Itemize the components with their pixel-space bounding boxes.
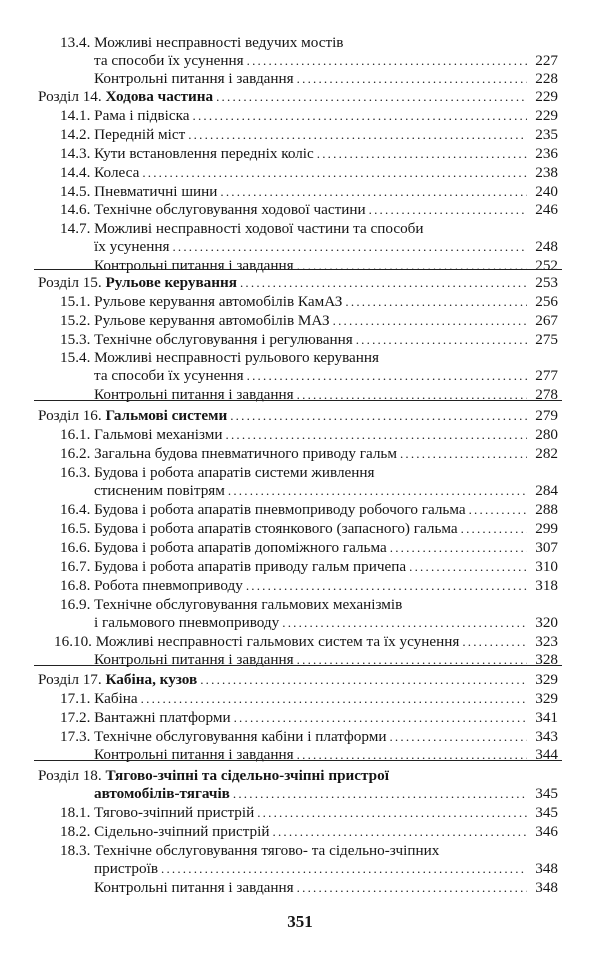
dot-leader bbox=[188, 125, 527, 144]
page-ref: 280 bbox=[535, 426, 558, 443]
page-ref: 256 bbox=[535, 293, 558, 310]
toc-entry-18-3: 18.3. Технічне обслуговування тягово- та сідельно-зчіпних bbox=[60, 842, 440, 859]
page-ref: 252 bbox=[535, 257, 558, 274]
page-ref: 320 bbox=[535, 614, 558, 631]
dot-leader bbox=[257, 803, 527, 822]
section-divider bbox=[34, 400, 562, 401]
toc-entry-16-8: 16.8. Робота пневмоприводу ..... 318 bbox=[60, 576, 558, 595]
toc-entry-16-5: 16.5. Будова і робота апаратів стоянкового (запасного) гальма ..... 299 bbox=[60, 519, 558, 538]
page-ref: 307 bbox=[535, 539, 558, 556]
dot-leader bbox=[200, 670, 527, 689]
toc-questions-13: Контрольні питання і завдання ..... 228 bbox=[94, 69, 558, 88]
dot-leader bbox=[462, 632, 527, 651]
page-ref: 345 bbox=[535, 804, 558, 821]
page-ref: 284 bbox=[535, 482, 558, 499]
page-ref: 328 bbox=[535, 651, 558, 668]
section-title: Рульове керування bbox=[105, 274, 237, 291]
page-ref: 318 bbox=[535, 577, 558, 594]
toc-section-17: Розділ 17. Кабіна, кузов ..... 329 bbox=[38, 670, 558, 689]
toc-entry-14-3: 14.3. Кути встановлення передніх коліс ..... 236 bbox=[60, 144, 558, 163]
page-ref: 345 bbox=[535, 785, 558, 802]
toc-section-18: Розділ 18. Тягово-зчіпні та сідельно-зчіпні пристрої bbox=[38, 767, 389, 784]
dot-leader bbox=[297, 745, 527, 764]
toc-entry-16-3-cont: стисненим повітрям ..... 284 bbox=[94, 481, 558, 500]
page-ref: 348 bbox=[535, 879, 558, 896]
page-ref: 238 bbox=[535, 164, 558, 181]
toc-section-16: Розділ 16. Гальмові системи ..... 279 bbox=[38, 406, 558, 425]
dot-leader bbox=[226, 425, 527, 444]
page-number: 351 bbox=[287, 912, 313, 931]
dot-leader bbox=[141, 689, 527, 708]
section-title: Гальмові системи bbox=[105, 407, 228, 424]
dot-leader bbox=[234, 708, 527, 727]
dot-leader bbox=[282, 613, 527, 632]
page-ref: 229 bbox=[535, 107, 558, 124]
toc-entry-13-4-cont: та способи їх усунення ..... 227 bbox=[94, 51, 558, 70]
toc-entry-16-9-cont: і гальмового пневмоприводу ..... 320 bbox=[94, 613, 558, 632]
dot-leader bbox=[297, 385, 527, 404]
toc-entry-18-2: 18.2. Сідельно-зчіпний пристрій ..... 346 bbox=[60, 822, 558, 841]
toc-entry-13-4: 13.4. Можливі несправності ведучих мостів bbox=[60, 34, 344, 51]
page-ref: 278 bbox=[535, 386, 558, 403]
section-divider bbox=[34, 760, 562, 761]
dot-leader bbox=[333, 311, 527, 330]
dot-leader bbox=[228, 481, 527, 500]
page-ref: 246 bbox=[535, 201, 558, 218]
toc-entry-16-2: 16.2. Загальна будова пневматичного приводу гальм ..... 282 bbox=[60, 444, 558, 463]
dot-leader bbox=[233, 784, 527, 803]
toc-entry-15-4-cont: та способи їх усунення ..... 277 bbox=[94, 366, 558, 385]
toc-entry-16-1: 16.1. Гальмові механізми ..... 280 bbox=[60, 425, 558, 444]
toc-questions-17: Контрольні питання і завдання ..... 344 bbox=[94, 745, 558, 764]
page-ref: 329 bbox=[535, 690, 558, 707]
dot-leader bbox=[469, 500, 527, 519]
page-ref: 227 bbox=[535, 52, 558, 69]
dot-leader bbox=[246, 576, 527, 595]
section-divider bbox=[34, 665, 562, 666]
page-ref: 253 bbox=[535, 274, 558, 291]
page-ref: 275 bbox=[535, 331, 558, 348]
page-ref: 288 bbox=[535, 501, 558, 518]
toc-entry-16-6: 16.6. Будова і робота апаратів допоміжного гальма ..... 307 bbox=[60, 538, 558, 557]
toc-entry-16-10: 16.10. Можливі несправності гальмових систем та їх усунення ..... 323 bbox=[54, 632, 558, 651]
toc-questions-16: Контрольні питання і завдання ..... 328 bbox=[94, 650, 558, 669]
page-ref: 346 bbox=[535, 823, 558, 840]
page-ref: 323 bbox=[535, 633, 558, 650]
dot-leader bbox=[409, 557, 527, 576]
dot-leader bbox=[161, 859, 527, 878]
dot-leader bbox=[220, 182, 527, 201]
dot-leader bbox=[345, 292, 527, 311]
toc-entry-14-1: 14.1. Рама і підвіска ..... 229 bbox=[60, 106, 558, 125]
dot-leader bbox=[356, 330, 527, 349]
page-ref: 348 bbox=[535, 860, 558, 877]
page-ref: 236 bbox=[535, 145, 558, 162]
toc-entry-14-6: 14.6. Технічне обслуговування ходової частини ..... 246 bbox=[60, 200, 558, 219]
toc-entry-14-2: 14.2. Передній міст ..... 235 bbox=[60, 125, 558, 144]
toc-entry-16-4: 16.4. Будова і робота апаратів пневмоприводу робочого гальма ..... 288 bbox=[60, 500, 558, 519]
page-ref: 341 bbox=[535, 709, 558, 726]
toc-entry-18-3-cont: пристроїв ..... 348 bbox=[94, 859, 558, 878]
page-ref: 267 bbox=[535, 312, 558, 329]
page-ref: 310 bbox=[535, 558, 558, 575]
dot-leader bbox=[317, 144, 527, 163]
dot-leader bbox=[230, 406, 527, 425]
dot-leader bbox=[297, 650, 527, 669]
toc-entry-16-7: 16.7. Будова і робота апаратів приводу гальм причепа ..... 310 bbox=[60, 557, 558, 576]
toc-entry-14-7: 14.7. Можливі несправності ходової частини та способи bbox=[60, 220, 424, 237]
page-ref: 299 bbox=[535, 520, 558, 537]
dot-leader bbox=[142, 163, 527, 182]
page-ref: 277 bbox=[535, 367, 558, 384]
dot-leader bbox=[172, 237, 527, 256]
page-ref: 282 bbox=[535, 445, 558, 462]
toc-entry-17-2: 17.2. Вантажні платформи ..... 341 bbox=[60, 708, 558, 727]
page-ref: 344 bbox=[535, 746, 558, 763]
section-divider bbox=[34, 269, 562, 270]
page-ref: 228 bbox=[535, 70, 558, 87]
toc-questions-15: Контрольні питання і завдання ..... 278 bbox=[94, 385, 558, 404]
toc-questions-18: Контрольні питання і завдання ..... 348 bbox=[94, 878, 558, 897]
dot-leader bbox=[297, 878, 527, 897]
toc-entry-17-3: 17.3. Технічне обслуговування кабіни і платформи ..... 343 bbox=[60, 727, 558, 746]
toc-section-18-cont: автомобілів-тягачів ..... 345 bbox=[94, 784, 558, 803]
toc-entry-18-1: 18.1. Тягово-зчіпний пристрій ..... 345 bbox=[60, 803, 558, 822]
page-ref: 279 bbox=[535, 407, 558, 424]
toc-section-15: Розділ 15. Рульове керування ..... 253 bbox=[38, 273, 558, 292]
dot-leader bbox=[216, 87, 527, 106]
section-title: Тягово-зчіпні та сідельно-зчіпні пристрої bbox=[105, 767, 389, 784]
page-ref: 343 bbox=[535, 728, 558, 745]
dot-leader bbox=[400, 444, 527, 463]
toc-entry-16-9: 16.9. Технічне обслуговування гальмових механізмів bbox=[60, 596, 403, 613]
toc-entry-15-2: 15.2. Рульове керування автомобілів МАЗ ..... 267 bbox=[60, 311, 558, 330]
dot-leader bbox=[240, 273, 527, 292]
section-title: Кабіна, кузов bbox=[105, 671, 198, 688]
toc-entry-14-5: 14.5. Пневматичні шини ..... 240 bbox=[60, 182, 558, 201]
dot-leader bbox=[369, 200, 527, 219]
toc-entry-17-1: 17.1. Кабіна ..... 329 bbox=[60, 689, 558, 708]
toc-section-14: Розділ 14. Ходова частина ..... 229 bbox=[38, 87, 558, 106]
toc-entry-14-7-cont: їх усунення ..... 248 bbox=[94, 237, 558, 256]
section-title: Ходова частина bbox=[105, 88, 214, 105]
page-ref: 248 bbox=[535, 238, 558, 255]
dot-leader bbox=[297, 69, 527, 88]
dot-leader bbox=[247, 51, 527, 70]
dot-leader bbox=[273, 822, 528, 841]
page-ref: 329 bbox=[535, 671, 558, 688]
page-ref: 235 bbox=[535, 126, 558, 143]
dot-leader bbox=[461, 519, 527, 538]
toc-entry-15-1: 15.1. Рульове керування автомобілів КамАЗ ..... 256 bbox=[60, 292, 558, 311]
dot-leader bbox=[389, 727, 527, 746]
dot-leader bbox=[247, 366, 527, 385]
toc-entry-15-4: 15.4. Можливі несправності рульового керування bbox=[60, 349, 380, 366]
toc-entry-15-3: 15.3. Технічне обслуговування і регулювання ..... 275 bbox=[60, 330, 558, 349]
dot-leader bbox=[390, 538, 527, 557]
page-ref: 240 bbox=[535, 183, 558, 200]
page-ref: 229 bbox=[535, 88, 558, 105]
toc-entry-14-4: 14.4. Колеса ..... 238 bbox=[60, 163, 558, 182]
toc-entry-16-3: 16.3. Будова і робота апаратів системи живлення bbox=[60, 464, 375, 481]
dot-leader bbox=[193, 106, 527, 125]
toc-questions-14: Контрольні питання і завдання ..... 252 bbox=[94, 256, 558, 275]
